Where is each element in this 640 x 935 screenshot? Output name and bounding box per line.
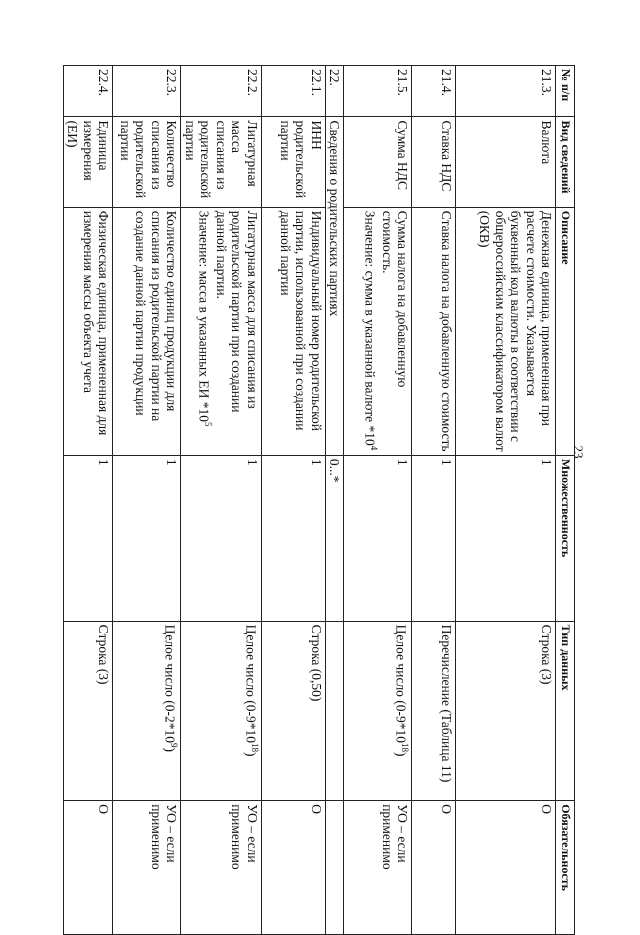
cell-num: 22. — [325, 66, 344, 117]
type-end: ) — [243, 752, 259, 757]
cell-req: О — [456, 801, 556, 935]
data-table — [63, 65, 575, 935]
cell-desc: Физическая единица, примененная для измерения массы объекта учета — [63, 207, 113, 455]
page-number: 23 — [571, 445, 586, 459]
table-row — [344, 66, 412, 935]
cell-type — [325, 621, 344, 801]
cell-kind: Единица измерения (ЕИ) — [63, 117, 113, 207]
cell-req: О — [412, 801, 456, 935]
table-header-row — [556, 66, 575, 935]
table-row — [261, 66, 325, 935]
cell-mult: 1 — [181, 455, 262, 621]
cell-req: О — [63, 801, 113, 935]
type-exponent: 9 — [169, 743, 180, 748]
cell-mult: 1 — [113, 455, 181, 621]
table-row — [412, 66, 456, 935]
header-type: Тип данных — [556, 621, 575, 801]
cell-type — [113, 621, 181, 801]
cell-num: 21.5. — [344, 66, 412, 117]
desc-note: Значение: сумма в указанной валюте *10 — [362, 210, 378, 446]
cell-req: О — [261, 801, 325, 935]
cell-mult: 1 — [63, 455, 113, 621]
header-num: № п/п — [556, 66, 575, 117]
table-row — [456, 66, 556, 935]
cell-num: 22.4. — [63, 66, 113, 117]
cell-desc: Ставка налога на добавленную стоимость — [412, 207, 456, 455]
cell-num: 21.3. — [456, 66, 556, 117]
type-text: Целое число (0-9*10 — [393, 624, 409, 744]
cell-kind: Количество списания из родительской партии — [113, 117, 181, 207]
desc-note-exponent: 4 — [369, 445, 380, 451]
cell-kind: Валюта — [456, 117, 556, 207]
cell-mult: 1 — [261, 455, 325, 621]
type-exponent: 18 — [249, 743, 260, 753]
type-end: ) — [393, 752, 409, 757]
cell-desc: Количество единиц продукции для списания из родительской партии на создание данной партии продукции — [113, 207, 181, 455]
header-req: Обязательность — [556, 801, 575, 935]
cell-num: 22.1. — [261, 66, 325, 117]
section-title: Сведения о родительских партиях — [325, 117, 344, 455]
cell-desc: Денежная единица, примененная при расчете стоимости. Указывается буквенный код валюты в соответствии с общероссийским классификатором валют (ОКВ) — [456, 207, 556, 455]
cell-type: Строка (0,50) — [261, 621, 325, 801]
header-kind: Вид сведений — [556, 117, 575, 207]
cell-type — [181, 621, 262, 801]
cell-type — [344, 621, 412, 801]
cell-mult: 1 — [344, 455, 412, 621]
table-row — [63, 66, 113, 935]
type-end: ) — [162, 747, 178, 753]
desc-note-exponent: 5 — [203, 421, 214, 427]
cell-type: Перечисление (Таблица 11) — [412, 621, 456, 801]
cell-req: УО – если применимо — [113, 801, 181, 935]
type-exponent: 18 — [400, 743, 411, 753]
cell-req — [325, 801, 344, 935]
cell-desc — [344, 207, 412, 455]
header-mult: Множественность — [556, 455, 575, 621]
cell-type: Строка (3) — [63, 621, 113, 801]
type-text: Целое число (0-2*10 — [162, 624, 178, 744]
cell-req: УО – если применимо — [344, 801, 412, 935]
header-desc: Описание — [556, 207, 575, 455]
section-row — [325, 66, 344, 935]
cell-num: 22.2. — [181, 66, 262, 117]
cell-kind: Лигатурная масса списания из родительской партии — [181, 117, 262, 207]
cell-desc — [181, 207, 262, 455]
document-table-rotated — [65, 65, 575, 935]
cell-req: УО – если применимо — [181, 801, 262, 935]
desc-note: Значение: масса в указанных ЕИ *10 — [196, 210, 212, 422]
cell-type: Строка (3) — [456, 621, 556, 801]
desc-text: Сумма налога на добавленную стоимость. — [379, 210, 411, 388]
cell-mult: 0...* — [325, 455, 344, 621]
cell-num: 21.4. — [412, 66, 456, 117]
table-row — [181, 66, 262, 935]
cell-num: 22.3. — [113, 66, 181, 117]
cell-desc: Индивидуальный номер родительской партии, использованной при создании данной партии — [261, 207, 325, 455]
cell-mult: 1 — [412, 455, 456, 621]
type-text: Целое число (0-9*10 — [243, 624, 259, 744]
cell-mult: 1 — [456, 455, 556, 621]
desc-text: Лигатурная масса для списания из родительской партии при создании данной партии. — [213, 210, 260, 413]
cell-kind: Ставка НДС — [412, 117, 456, 207]
cell-kind: ИНН родительской партии — [261, 117, 325, 207]
cell-kind: Сумма НДС — [344, 117, 412, 207]
table-row — [113, 66, 181, 935]
